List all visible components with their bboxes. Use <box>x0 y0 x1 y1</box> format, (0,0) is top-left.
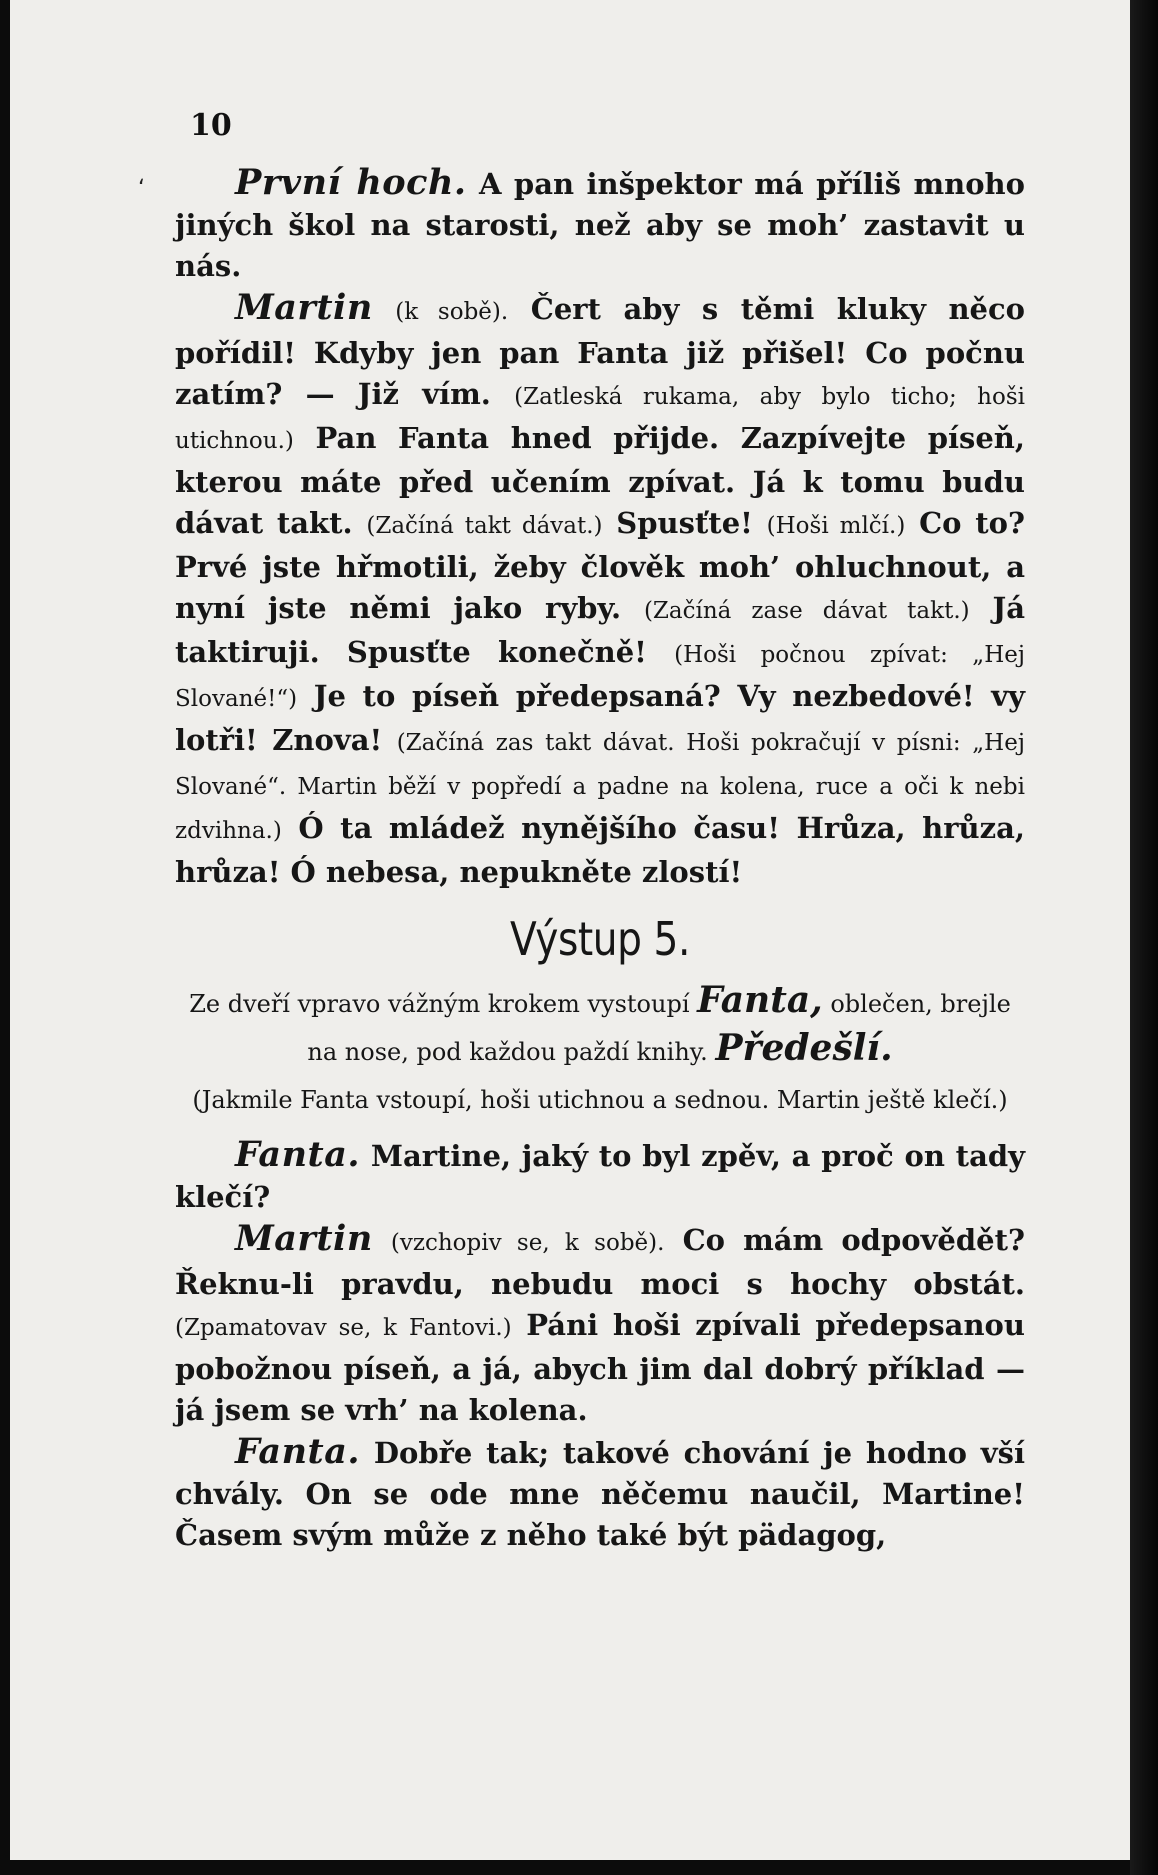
setting-lead: Ze dveří vpravo vážným krokem vystoupí <box>189 990 690 1018</box>
dialogue-bottom <box>175 1134 1025 1556</box>
speaker-name: Martin <box>235 1218 373 1259</box>
speech-paragraph <box>175 287 1025 893</box>
stage-direction: (Zatleská rukama, aby bylo ticho; hoši utichnou.) <box>175 384 1025 454</box>
setting-rest: oblečen, brejle na nose, pod každou paždí knihy. <box>307 990 1011 1066</box>
stage-direction: (Začíná zas takt dávat. Hoši pokračují v písni: „Hej Slované“. Martin běží v popředí a padne na kolena, ruce a oči k nebi zdvihna.) <box>175 730 1025 844</box>
spoken-line: Páni hoši zpívali předepsanou pobožnou píseň, a já, abych jim dal dobrý příklad — já jsem se vrh’ na kolena. <box>175 1308 1025 1427</box>
speech-paragraph <box>175 1218 1025 1431</box>
text-column <box>175 100 1025 1556</box>
page-number: 10 <box>190 108 232 143</box>
book-page <box>10 0 1135 1860</box>
speaker-name: Fanta. <box>235 1134 361 1175</box>
spoken-line: Já taktiruji. Spusťte konečně! <box>175 591 1025 669</box>
spoken-line: Spusťte! <box>616 506 753 540</box>
dialogue-top <box>175 162 1025 893</box>
speaker-name: Fanta. <box>235 1431 361 1472</box>
speaker-name: Martin <box>235 287 373 328</box>
stage-direction: (Hoši počnou zpívat: „Hej Slované!“) <box>175 642 1025 712</box>
spoken-line: Co mám odpovědět? Řeknu-li pravdu, nebudu moci s hochy obstát. <box>175 1223 1025 1301</box>
stage-direction: (vzchopiv se, k sobě). <box>390 1230 665 1256</box>
spoken-line: A pan inšpektor má příliš mnoho jiných škol na starosti, než aby se moh’ zastavit u nás. <box>175 167 1025 283</box>
speech-paragraph <box>175 1431 1025 1556</box>
margin-mark: ʻ <box>138 176 145 201</box>
scene-setting <box>175 978 1025 1074</box>
stage-direction: (k sobě). <box>395 299 509 325</box>
spoken-line: Čert aby s těmi kluky něco pořídil! Kdyby jen pan Fanta již přišel! Co počnu zatím? — Již vím. <box>175 292 1025 411</box>
stage-note: (Jakmile Fanta vstoupí, hoši utichnou a sednou. Martin ještě klečí.) <box>192 1086 1008 1114</box>
spoken-line: Martine, jaký to byl zpěv, a proč on tady klečí? <box>175 1139 1025 1214</box>
setting-previous: Předešlí. <box>715 1027 893 1069</box>
stage-direction: (Zpamatovav se, k Fantovi.) <box>175 1315 512 1341</box>
speaker-name: První hoch. <box>235 162 467 203</box>
stage-direction: (Začíná zase dávat takt.) <box>643 598 970 624</box>
spoken-line: Co to? Prvé jste hřmotili, žeby člověk moh’ ohluchnout, a nyní jste němi jako ryby. <box>175 506 1025 625</box>
scene-heading: Výstup 5. <box>509 912 691 966</box>
stage-direction: (Hoši mlčí.) <box>766 513 906 539</box>
stage-direction: (Začíná takt dávat.) <box>366 513 603 539</box>
spoken-line: Ó ta mládež nynějšího času! Hrůza, hrůza, hrůza! Ó nebesa, nepukněte zlostí! <box>175 811 1025 889</box>
speech-paragraph <box>175 162 1025 287</box>
spoken-line: Dobře tak; takové chování je hodno vší chvály. On se ode mne něčemu naučil, Martine! Časem svým může z něho také být pädagog, <box>175 1436 1025 1552</box>
spoken-line: Je to píseň předepsaná? Vy nezbedové! vy lotři! Znova! <box>175 679 1025 757</box>
page-edge <box>1130 0 1158 1875</box>
spoken-line: Pan Fanta hned přijde. Zazpívejte píseň, kterou máte před učením zpívat. Já k tomu budu dávat takt. <box>175 421 1025 540</box>
speech-paragraph <box>175 1134 1025 1218</box>
setting-character: Fanta, <box>697 979 823 1021</box>
